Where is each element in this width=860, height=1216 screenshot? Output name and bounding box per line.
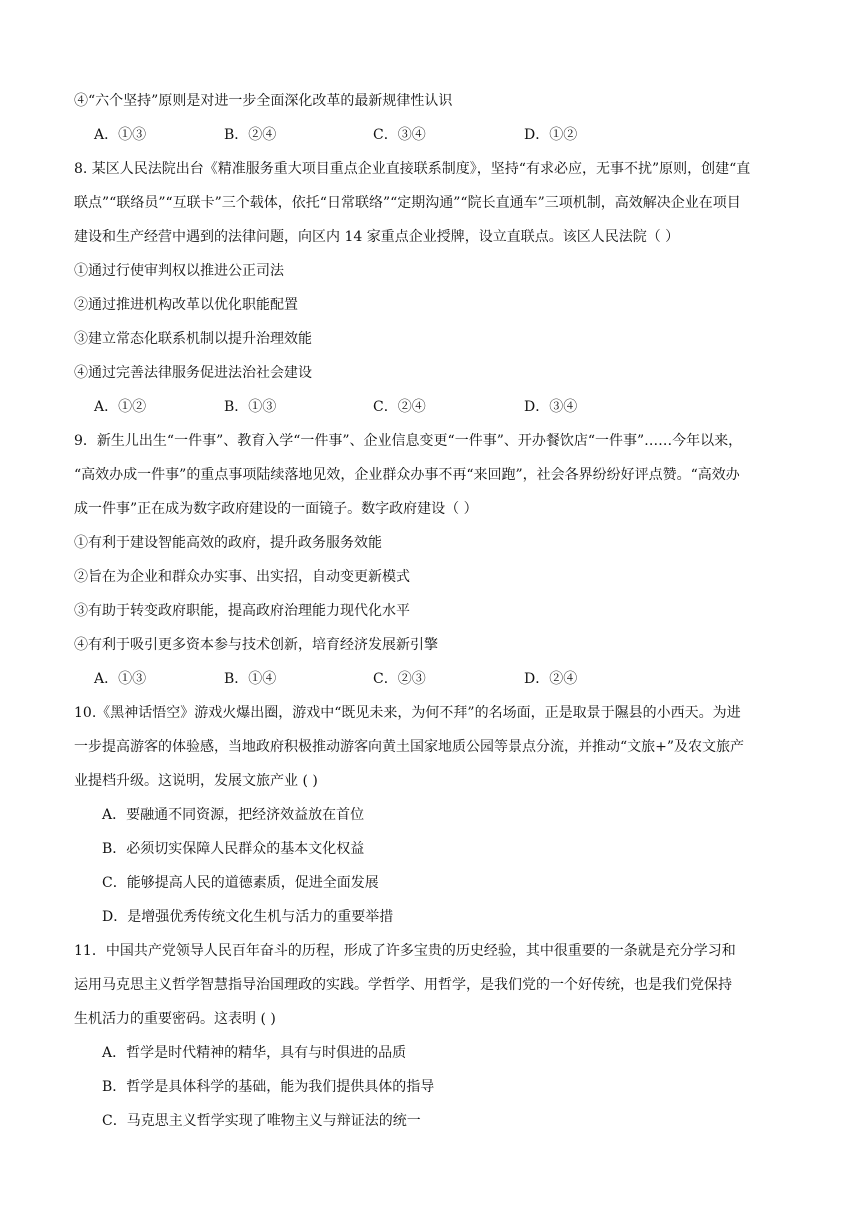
q9-option-c: C．②③ — [373, 671, 426, 687]
q8-option-c: C．②④ — [373, 399, 426, 415]
q11-stem-line-2: 运用马克思主义哲学智慧指导治国理政的实践。学哲学、用哲学，是我们党的一个好传统，也是我们党保持 — [74, 977, 732, 993]
q9-stem-line-2: “高效办成一件事”的重点事项陆续落地见效，企业群众办事不再“来回跑”，社会各界纷纷好评点赞。“高效办 — [74, 467, 740, 483]
q8-stem-line-2: 联点”“联络员”“互联卡”三个载体，依托“日常联络”“定期沟通”“院长直通车”三项机制，高效解决企业在项目 — [74, 195, 741, 211]
q9-stem-line-1: 9．新生儿出生“一件事”、教育入学“一件事”、企业信息变更“一件事”、开办餐饮店“一件事”……今年以来， — [74, 433, 743, 449]
q7-option-c: C．③④ — [373, 127, 426, 143]
q10-option-a: A．要融通不同资源，把经济效益放在首位 — [102, 807, 365, 823]
q8-item-2: ②通过推进机构改革以优化职能配置 — [74, 297, 298, 313]
q10-stem-line-1: 10.《黑神话悟空》游戏火爆出圈，游戏中“既见未来，为何不拜”的名场面，正是取景于隰县的小西天。为进 — [74, 705, 741, 721]
q10-stem-line-3: 业提档升级。这说明，发展文旅产业 ( ) — [74, 773, 318, 789]
q9-stem-line-3: 成一件事”正在成为数字政府建设的一面镜子。数字政府建设（ ） — [74, 501, 478, 517]
q10-stem-line-2: 一步提高游客的体验感，当地政府积极推动游客向黄土国家地质公园等景点分流，并推动“文旅+”及农文旅产 — [74, 739, 745, 755]
q10-option-b: B．必须切实保障人民群众的基本文化权益 — [102, 841, 365, 857]
q11-stem-line-3: 生机活力的重要密码。这表明 ( ) — [74, 1011, 276, 1027]
q8-option-a: A．①② — [94, 399, 147, 415]
q9-option-d: D．②④ — [524, 671, 578, 687]
q11-stem-line-1: 11．中国共产党领导人民百年奋斗的历程，形成了许多宝贵的历史经验，其中很重要的一条就是充分学习和 — [74, 943, 736, 959]
q8-item-3: ③建立常态化联系机制以提升治理效能 — [74, 331, 312, 347]
q8-item-1: ①通过行使审判权以推进公正司法 — [74, 263, 284, 279]
q9-option-a: A．①③ — [94, 671, 147, 687]
q7-option-b: B．②④ — [224, 127, 277, 143]
q9-item-3: ③有助于转变政府职能，提高政府治理能力现代化水平 — [74, 603, 410, 619]
q10-option-c: C．能够提高人民的道德素质，促进全面发展 — [102, 875, 379, 891]
q9-item-1: ①有利于建设智能高效的政府，提升政务服务效能 — [74, 535, 382, 551]
q9-item-2: ②旨在为企业和群众办实事、出实招，自动变更新模式 — [74, 569, 410, 585]
q11-option-c: C．马克思主义哲学实现了唯物主义与辩证法的统一 — [102, 1113, 421, 1129]
q11-option-b: B．哲学是具体科学的基础，能为我们提供具体的指导 — [102, 1079, 435, 1095]
q7-item-4: ④“六个坚持”原则是对进一步全面深化改革的最新规律性认识 — [74, 93, 453, 109]
q7-option-a: A．①③ — [94, 127, 147, 143]
q8-stem-line-1: 8. 某区人民法院出台《精准服务重大项目重点企业直接联系制度》，坚持“有求必应，无事不扰”原则，创建“直 — [74, 161, 751, 177]
q8-item-4: ④通过完善法律服务促进法治社会建设 — [74, 365, 312, 381]
q9-option-b: B．①④ — [224, 671, 277, 687]
q7-option-d: D．①② — [524, 127, 578, 143]
q11-option-a: A．哲学是时代精神的精华，具有与时俱进的品质 — [102, 1045, 407, 1061]
q8-stem-line-3: 建设和生产经营中遇到的法律问题，向区内 14 家重点企业授牌，设立直联点。该区人民法院（ ） — [74, 229, 680, 245]
q8-option-d: D．③④ — [524, 399, 578, 415]
q10-option-d: D．是增强优秀传统文化生机与活力的重要举措 — [102, 909, 394, 925]
q9-item-4: ④有利于吸引更多资本参与技术创新，培育经济发展新引擎 — [74, 637, 438, 653]
q8-option-b: B．①③ — [224, 399, 277, 415]
